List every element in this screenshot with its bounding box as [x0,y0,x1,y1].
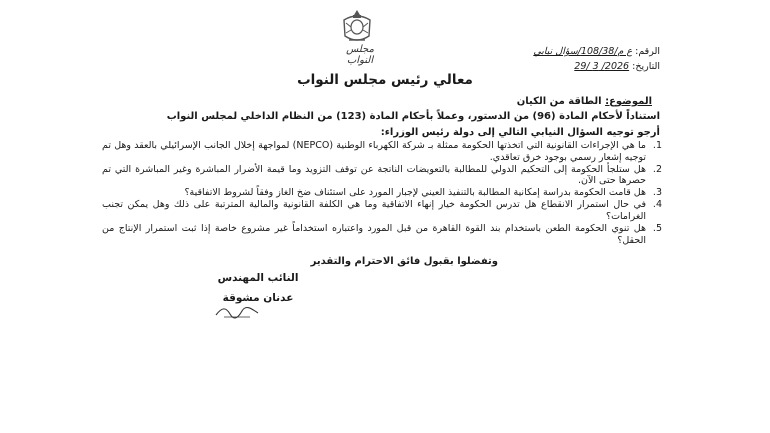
question-item [102,164,662,187]
closing-line: وتفضلوا بقبول فائق الاحترام والتقدير [310,256,498,267]
question-number: 1. [652,140,662,151]
question-item [102,140,662,163]
reference-block [533,44,660,74]
question-text: في حال استمرار الانقطاع هل تدرس الحكومة خيار إنهاء الاتفاقية وما هي الكلفة القانونية والمالية المترتبة على ذلك وهل يمكن تجنب الغرامات؟ [102,199,646,223]
question-text: هل ستلجأ الحكومة إلى التحكيم الدولي للمطالبة بالتعويضات الناتجة عن توقف التزويد وما قيمة الأضرار المباشرة وغير المباشرة التي تم حصرها حتى الآن. [102,163,646,187]
question-item [102,223,662,246]
jordan-coat-of-arms-emblem [340,8,374,46]
reference-row [533,44,660,59]
question-number: 2. [652,163,662,175]
question-number: 3. [652,187,662,199]
handwritten-signature [212,303,262,321]
date-label: التاريخ: [632,61,660,72]
question-number: 4. [652,199,662,211]
council-calligraphy: مجلس النواب [346,44,374,66]
question-text: ما هي الإجراءات القانونية التي اتخذتها الحكومة ممثلة بـ شركة الكهرباء الوطنية (NEPCO) لمواجهة إخلال الجانب الإسرائيلي بالعقد وهل تم توجيه إشعار رسمي بوجود خرق تعاقدي. [102,140,646,163]
question-text: هل قامت الحكومة بدراسة إمكانية المطالبة بالتنفيذ العيني لإجبار المورد على استئناف ضخ الغاز وفقاً لشروط الاتفاقية؟ [184,187,646,199]
question-number: 5. [652,223,662,235]
subject-label: الموضوع: [605,96,652,107]
date-value: 2026/ 3 /29 [574,61,630,72]
letter-title: معالي رئيس مجلس النواب [297,72,473,88]
subject-line [517,96,652,107]
questions-list [102,140,662,247]
signer-title: النائب المهندس [217,272,299,284]
question-text: هل تنوي الحكومة الطعن باستخدام بند القوة القاهرة من قبل المورد واعتباره استخداماً غير مشروع خاصة إذا ثبت استمرار الإنتاج من الحقل؟ [102,223,646,246]
intro-text: أرجو توجيه السؤال النيابي التالي إلى دولة رئيس الوزراء: [380,127,660,138]
preamble-text: استناداً لأحكام المادة (96) من الدستور، وعملاً بأحكام المادة (123) من النظام الداخلي لمجلس النواب [166,111,660,122]
reference-value: ع م/108/38/سؤال نيابي [533,46,633,57]
question-item [102,187,662,199]
subject-value: الطاقة من الكيان [516,96,602,107]
signer-name: عدنان مشوقة [222,292,294,304]
question-item [102,199,662,222]
reference-label: الرقم: [635,46,660,57]
